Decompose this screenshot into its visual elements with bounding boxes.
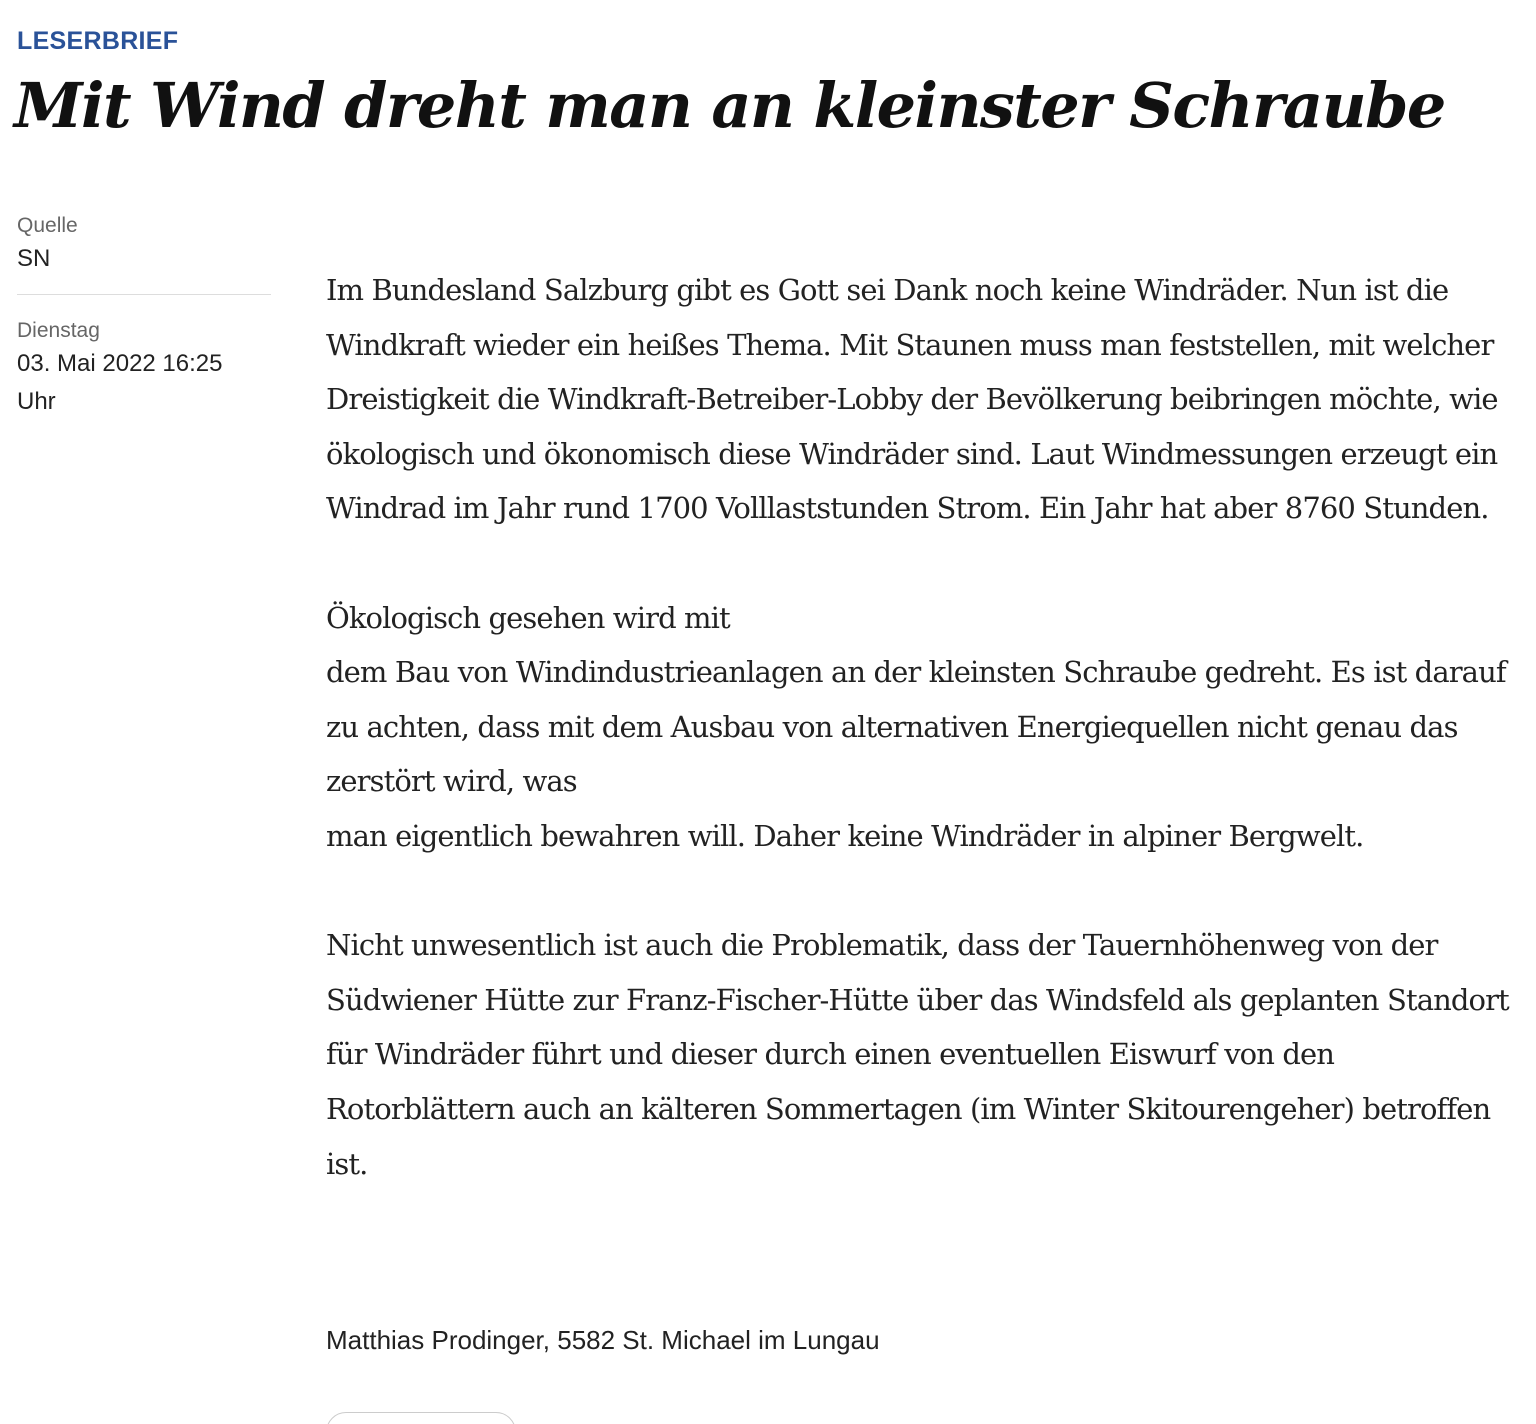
paragraph-line: man eigentlich bewahren will. Daher keine Windräder in alpiner Bergwelt. [326,818,1364,853]
article-paragraph [326,591,1516,864]
author-signature: Matthias Prodinger, 5582 St. Michael im Lungau [326,1325,880,1355]
article-paragraph: Nicht unwesentlich ist auch die Problematik, dass der Tauernhöhenweg von der Südwiener Hütte zur Franz-Fischer-Hütte über das Windsfeld als geplanten Standort für Windräder führt und dieser durch einen eventuellen Eiswurf von den Rotorblättern auch an kälteren Sommertagen (im Winter Skitourengeher) betroffen ist. [326,928,1509,1181]
source-value: SN [17,245,51,272]
publish-date-suffix: Uhr [17,388,56,415]
source-label: Quelle [17,214,78,237]
article-meta [17,212,271,421]
category-kicker[interactable]: LESERBRIEF [17,27,179,55]
article-action-button[interactable] [326,1412,516,1424]
date-block [17,295,271,421]
paragraph-line: Ökologisch gesehen wird mit [326,600,730,635]
article-body [326,263,1516,1246]
article-paragraph: Im Bundesland Salzburg gibt es Gott sei Dank noch keine Windräder. Nun ist die Windkraft wieder ein heißes Thema. Mit Staunen muss man feststellen, mit welcher Dreistigkeit die Windkraft-Betreiber-Lobby der Bevölkerung beibringen möchte, wie ökologisch und ökonomisch diese Windräder sind. Laut Windmessungen erzeugt ein Windrad im Jahr rund 1700 Volllaststunden Strom. Ein Jahr hat aber 8760 Stunden. [326,273,1498,526]
weekday-label: Dienstag [17,319,100,342]
source-block [17,212,271,295]
article-headline: Mit Wind dreht man an kleinster Schraube [14,69,1445,142]
paragraph-line: dem Bau von Windindustrieanlagen an der kleinsten Schraube gedreht. Es ist darauf zu achten, dass mit dem Ausbau von alternativen Energiequellen nicht genau das zerstört wird, was [326,655,1506,799]
publish-date: 03. Mai 2022 16:25 [17,350,223,377]
